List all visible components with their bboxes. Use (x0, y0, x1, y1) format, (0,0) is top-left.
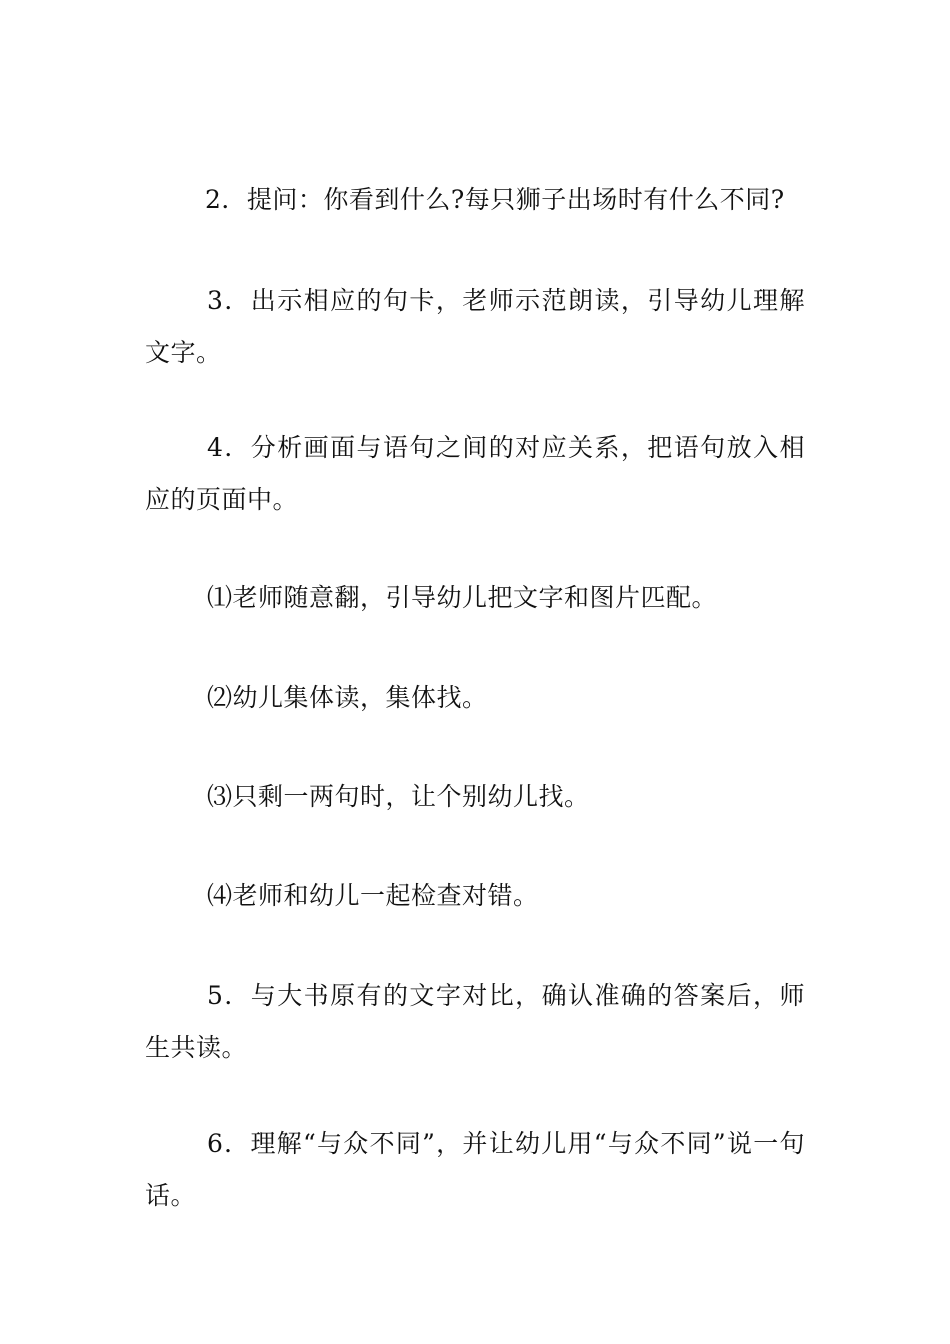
paragraph-step-4: 4．分析画面与语句之间的对应关系，把语句放入相应的页面中。 (145, 433, 805, 514)
paragraph-substep-1: ⑴老师随意翻，引导幼儿把文字和图片匹配。 (207, 583, 718, 612)
paragraph-substep-3: ⑶只剩一两句时，让个别幼儿找。 (207, 782, 590, 811)
paragraph-substep-4: ⑷老师和幼儿一起检查对错。 (207, 881, 539, 910)
paragraph-step-2: 2．提问：你看到什么?每只狮子出场时有什么不同? (205, 185, 785, 214)
paragraph-step-3: 3．出示相应的句卡，老师示范朗读，引导幼儿理解文字。 (145, 286, 805, 367)
paragraph-substep-2: ⑵幼儿集体读，集体找。 (207, 683, 488, 712)
paragraph-step-5: 5．与大书原有的文字对比，确认准确的答案后，师生共读。 (145, 981, 805, 1062)
paragraph-step-6: 6．理解“与众不同”，并让幼儿用“与众不同”说一句话。 (145, 1129, 805, 1210)
